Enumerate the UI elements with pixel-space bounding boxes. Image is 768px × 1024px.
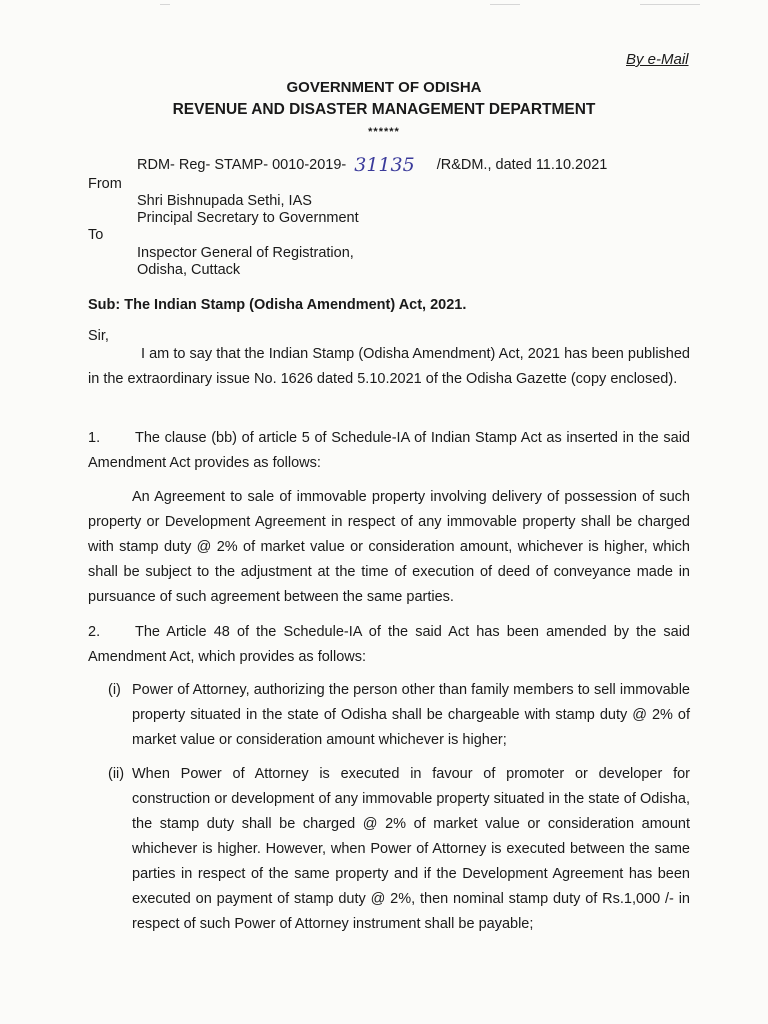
item-marker: (i) <box>108 682 121 698</box>
reference-prefix: RDM- Reg- STAMP- 0010-2019- <box>137 157 347 173</box>
scan-artifact <box>490 4 520 5</box>
reference-suffix: /R&DM., dated 11.10.2021 <box>436 157 608 173</box>
heading-separator: ****** <box>368 126 400 138</box>
from-label: From <box>88 176 122 192</box>
handwritten-letter-number: 31135 <box>354 154 415 176</box>
point-1-quote: An Agreement to sale of immovable property involving delivery of possession of such property or Development Agreement in respect of any immovable property shall be charged with stamp duty @ 2% of market value or consideration amount, whichever is higher, which shall be subject to the adjustment at the time of execution of deed of conveyance made in pursuance of such agreement between the same parties. <box>88 489 690 605</box>
point-1 <box>88 426 690 476</box>
to-label: To <box>88 227 104 243</box>
item-text: Power of Attorney, authorizing the person other than family members to sell immovable property situated in the state of Odisha shall be chargeable with stamp duty @ 2% of market value or consideration amount whichever is higher; <box>132 682 690 748</box>
intro-paragraph: I am to say that the Indian Stamp (Odisha Amendment) Act, 2021 has been published in the extraordinary issue No. 1626 dated 5.10.2021 of the Odisha Gazette (copy enclosed). <box>88 346 690 387</box>
from-address <box>137 193 359 227</box>
point-2 <box>88 620 690 670</box>
scan-artifact <box>640 4 700 5</box>
from-name: Shri Bishnupada Sethi, IAS <box>137 193 312 209</box>
subject-line: Sub: The Indian Stamp (Odisha Amendment) Act, 2021. <box>88 297 467 313</box>
to-address <box>137 245 354 279</box>
by-email-note: By e-Mail <box>626 51 689 68</box>
department-heading: REVENUE AND DISASTER MANAGEMENT DEPARTMENT <box>172 101 596 118</box>
item-marker: (ii) <box>108 766 125 782</box>
point-1-number: 1. <box>88 430 101 446</box>
point-2-text: The Article 48 of the Schedule-IA of the said Act has been amended by the said Amendment Act, which provides as follows: <box>88 624 690 665</box>
reference-line <box>137 152 607 174</box>
scan-artifact <box>160 4 170 5</box>
point-2-number: 2. <box>88 624 101 640</box>
salutation: Sir, <box>88 328 109 344</box>
point-2-item-i <box>108 678 690 753</box>
from-designation: Principal Secretary to Government <box>137 210 359 226</box>
item-text: When Power of Attorney is executed in favour of promoter or developer for construction or development of any immovable property situated in the state of Odisha, the stamp duty shall be charged @ 2% of market value or consideration amount whichever is higher. However, when Power of Attorney is executed between the same parties in respect of the same property and if the Development Agreement has been executed on payment of stamp duty @ 2%, then nominal stamp duty of Rs.1,000 /- in respect of such Power of Attorney instrument shall be payable; <box>132 766 690 932</box>
to-designation: Inspector General of Registration, <box>137 245 354 261</box>
to-place: Odisha, Cuttack <box>137 262 241 278</box>
government-heading: GOVERNMENT OF ODISHA <box>286 79 482 96</box>
point-2-item-ii <box>108 762 690 937</box>
point-1-text: The clause (bb) of article 5 of Schedule-IA of Indian Stamp Act as inserted in the said Amendment Act provides as follows: <box>88 430 690 471</box>
